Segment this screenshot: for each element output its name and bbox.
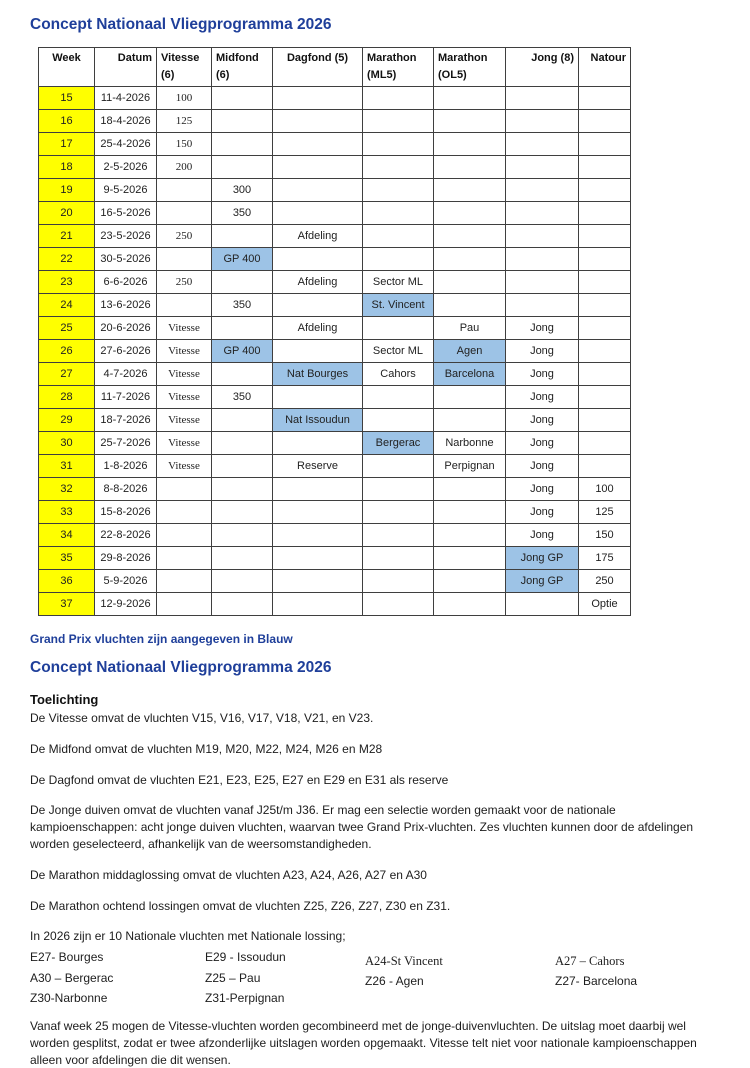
- jong-cell: Jong: [506, 363, 579, 386]
- marathon-ol5-cell: [434, 501, 506, 524]
- dagfond-cell: [273, 179, 363, 202]
- national-flight-column: [555, 950, 723, 1012]
- jong-cell: Jong: [506, 386, 579, 409]
- natour-cell: [579, 340, 631, 363]
- marathon-ol5-cell: [434, 593, 506, 616]
- natour-cell: 100: [579, 478, 631, 501]
- midfond-cell: 300: [212, 179, 273, 202]
- national-flights-intro: In 2026 zijn er 10 Nationale vluchten met Nationale lossing;: [30, 929, 346, 944]
- midfond-cell: [212, 455, 273, 478]
- column-header: Jong (8): [506, 48, 579, 87]
- natour-cell: [579, 317, 631, 340]
- marathon-ml5-cell: [363, 455, 434, 478]
- paragraph-marathon-ochtend: De Marathon ochtend lossingen omvat de vluchten Z25, Z26, Z27, Z30 en Z31.: [30, 898, 451, 913]
- datum-cell: 15-8-2026: [95, 501, 157, 524]
- natour-cell: [579, 455, 631, 478]
- marathon-ol5-cell: Pau: [434, 317, 506, 340]
- vitesse-cell: [157, 179, 212, 202]
- datum-cell: 18-7-2026: [95, 409, 157, 432]
- column-header: Datum: [95, 48, 157, 87]
- dagfond-cell: [273, 110, 363, 133]
- datum-cell: 9-5-2026: [95, 179, 157, 202]
- dagfond-cell: [273, 386, 363, 409]
- natour-cell: [579, 271, 631, 294]
- jong-cell: Jong: [506, 409, 579, 432]
- dagfond-cell: Afdeling: [273, 271, 363, 294]
- table-row: [39, 409, 631, 432]
- dagfond-cell: Nat Issoudun: [273, 409, 363, 432]
- midfond-cell: [212, 133, 273, 156]
- column-header: Midfond (6): [212, 48, 273, 87]
- marathon-ml5-cell: [363, 593, 434, 616]
- vitesse-cell: Vitesse: [157, 455, 212, 478]
- jong-cell: [506, 202, 579, 225]
- table-head-row: [39, 48, 631, 87]
- natour-cell: Optie: [579, 593, 631, 616]
- week-cell: 16: [39, 110, 95, 133]
- datum-cell: 25-7-2026: [95, 432, 157, 455]
- vitesse-cell: 250: [157, 271, 212, 294]
- marathon-ml5-cell: Sector ML: [363, 340, 434, 363]
- week-cell: 28: [39, 386, 95, 409]
- datum-cell: 8-8-2026: [95, 478, 157, 501]
- national-flight-column: [205, 950, 365, 1012]
- marathon-ol5-cell: [434, 202, 506, 225]
- vitesse-cell: Vitesse: [157, 340, 212, 363]
- marathon-ml5-cell: [363, 248, 434, 271]
- week-cell: 20: [39, 202, 95, 225]
- dagfond-cell: [273, 478, 363, 501]
- dagfond-cell: [273, 501, 363, 524]
- datum-cell: 11-4-2026: [95, 87, 157, 110]
- dagfond-cell: [273, 593, 363, 616]
- marathon-ol5-cell: Barcelona: [434, 363, 506, 386]
- closing-paragraph: Vanaf week 25 mogen de Vitesse-vluchten worden gecombineerd met de jonge-duivenvluchten. De uitslag moet daarbij wel worden gesplitst, zodat er twee afzonderlijke uitslagen worden opgemaakt. Vitesse telt niet voor nationale kampioenschappen alleen voor afdelingen die dit wensen.: [30, 1018, 697, 1067]
- column-header: Marathon (ML5): [363, 48, 434, 87]
- jong-cell: [506, 133, 579, 156]
- marathon-ol5-cell: Narbonne: [434, 432, 506, 455]
- week-cell: 26: [39, 340, 95, 363]
- vitesse-cell: [157, 593, 212, 616]
- natour-cell: [579, 156, 631, 179]
- vitesse-cell: [157, 570, 212, 593]
- datum-cell: 13-6-2026: [95, 294, 157, 317]
- marathon-ol5-cell: [434, 133, 506, 156]
- vitesse-cell: [157, 547, 212, 570]
- vitesse-cell: [157, 202, 212, 225]
- grand-prix-note: Grand Prix vluchten zijn aangegeven in Blauw: [30, 632, 293, 646]
- natour-cell: 175: [579, 547, 631, 570]
- midfond-cell: [212, 501, 273, 524]
- jong-cell: Jong GP: [506, 547, 579, 570]
- jong-cell: Jong GP: [506, 570, 579, 593]
- jong-cell: [506, 156, 579, 179]
- national-flight-column: [365, 950, 555, 1012]
- table-row: [39, 432, 631, 455]
- table-body: [39, 87, 631, 616]
- week-cell: 23: [39, 271, 95, 294]
- midfond-cell: GP 400: [212, 248, 273, 271]
- marathon-ml5-cell: [363, 386, 434, 409]
- table-row: [39, 133, 631, 156]
- natour-cell: [579, 294, 631, 317]
- dagfond-cell: Nat Bourges: [273, 363, 363, 386]
- paragraph-dagfond: De Dagfond omvat de vluchten E21, E23, E25, E27 en E29 en E31 als reserve: [30, 772, 449, 787]
- week-cell: 15: [39, 87, 95, 110]
- table-row: [39, 225, 631, 248]
- vitesse-cell: 100: [157, 87, 212, 110]
- marathon-ol5-cell: [434, 547, 506, 570]
- natour-cell: [579, 87, 631, 110]
- paragraph-marathon-middag: De Marathon middaglossing omvat de vluchten A23, A24, A26, A27 en A30: [30, 867, 427, 882]
- vitesse-cell: 200: [157, 156, 212, 179]
- week-cell: 31: [39, 455, 95, 478]
- natour-cell: 150: [579, 524, 631, 547]
- marathon-ml5-cell: [363, 202, 434, 225]
- midfond-cell: 350: [212, 294, 273, 317]
- dagfond-cell: Reserve: [273, 455, 363, 478]
- paragraph-midfond: De Midfond omvat de vluchten M19, M20, M22, M24, M26 en M28: [30, 741, 383, 756]
- natour-cell: [579, 409, 631, 432]
- marathon-ml5-cell: Bergerac: [363, 432, 434, 455]
- table-row: [39, 248, 631, 271]
- natour-cell: [579, 363, 631, 386]
- datum-cell: 30-5-2026: [95, 248, 157, 271]
- datum-cell: 25-4-2026: [95, 133, 157, 156]
- vitesse-cell: 150: [157, 133, 212, 156]
- jong-cell: Jong: [506, 524, 579, 547]
- column-header: Natour: [579, 48, 631, 87]
- jong-cell: Jong: [506, 317, 579, 340]
- marathon-ol5-cell: [434, 478, 506, 501]
- dagfond-cell: [273, 248, 363, 271]
- marathon-ml5-cell: [363, 547, 434, 570]
- table-row: [39, 156, 631, 179]
- column-header: Dagfond (5): [273, 48, 363, 87]
- midfond-cell: 350: [212, 386, 273, 409]
- table-row: [39, 110, 631, 133]
- midfond-cell: [212, 478, 273, 501]
- marathon-ol5-cell: [434, 248, 506, 271]
- toelichting-heading: Toelichting: [30, 692, 99, 707]
- national-flight: A30 – Bergerac: [30, 970, 114, 985]
- natour-cell: [579, 133, 631, 156]
- midfond-cell: [212, 432, 273, 455]
- marathon-ol5-cell: [434, 570, 506, 593]
- midfond-cell: [212, 271, 273, 294]
- jong-cell: Jong: [506, 455, 579, 478]
- dagfond-cell: [273, 570, 363, 593]
- dagfond-cell: [273, 340, 363, 363]
- table-row: [39, 547, 631, 570]
- marathon-ml5-cell: [363, 409, 434, 432]
- datum-cell: 18-4-2026: [95, 110, 157, 133]
- table-row: [39, 386, 631, 409]
- marathon-ol5-cell: [434, 156, 506, 179]
- marathon-ol5-cell: [434, 110, 506, 133]
- natour-cell: 250: [579, 570, 631, 593]
- marathon-ol5-cell: [434, 87, 506, 110]
- marathon-ml5-cell: Sector ML: [363, 271, 434, 294]
- datum-cell: 29-8-2026: [95, 547, 157, 570]
- natour-cell: [579, 248, 631, 271]
- table-row: [39, 455, 631, 478]
- marathon-ol5-cell: [434, 524, 506, 547]
- explanation-text: [30, 710, 723, 1068]
- midfond-cell: [212, 593, 273, 616]
- jong-cell: [506, 294, 579, 317]
- marathon-ml5-cell: [363, 317, 434, 340]
- dagfond-cell: [273, 294, 363, 317]
- datum-cell: 27-6-2026: [95, 340, 157, 363]
- natour-cell: [579, 386, 631, 409]
- dagfond-cell: [273, 202, 363, 225]
- national-flight-column: [30, 950, 205, 1012]
- table-row: [39, 202, 631, 225]
- midfond-cell: 350: [212, 202, 273, 225]
- section-title: Concept Nationaal Vliegprogramma 2026: [30, 659, 332, 676]
- column-header: Marathon (OL5): [434, 48, 506, 87]
- marathon-ol5-cell: [434, 225, 506, 248]
- week-cell: 27: [39, 363, 95, 386]
- vitesse-cell: Vitesse: [157, 409, 212, 432]
- natour-cell: 125: [579, 501, 631, 524]
- week-cell: 22: [39, 248, 95, 271]
- national-flight: Z26 - Agen: [365, 974, 424, 989]
- vitesse-cell: [157, 478, 212, 501]
- vitesse-cell: [157, 501, 212, 524]
- paragraph-vitesse: De Vitesse omvat de vluchten V15, V16, V17, V18, V21, en V23.: [30, 711, 374, 725]
- national-flight: Z27- Barcelona: [555, 974, 638, 989]
- dagfond-cell: [273, 432, 363, 455]
- vitesse-cell: Vitesse: [157, 317, 212, 340]
- midfond-cell: [212, 547, 273, 570]
- midfond-cell: [212, 317, 273, 340]
- national-flight: A27 – Cahors: [555, 954, 625, 969]
- week-cell: 32: [39, 478, 95, 501]
- table-row: [39, 593, 631, 616]
- dagfond-cell: [273, 524, 363, 547]
- marathon-ol5-cell: [434, 294, 506, 317]
- datum-cell: 22-8-2026: [95, 524, 157, 547]
- table-row: [39, 271, 631, 294]
- midfond-cell: [212, 225, 273, 248]
- marathon-ml5-cell: [363, 570, 434, 593]
- natour-cell: [579, 432, 631, 455]
- datum-cell: 23-5-2026: [95, 225, 157, 248]
- datum-cell: 2-5-2026: [95, 156, 157, 179]
- natour-cell: [579, 179, 631, 202]
- dagfond-cell: [273, 156, 363, 179]
- vitesse-cell: [157, 248, 212, 271]
- national-flights-list: [30, 950, 723, 1012]
- national-flight: A24-St Vincent: [365, 954, 443, 969]
- marathon-ml5-cell: [363, 87, 434, 110]
- vitesse-cell: Vitesse: [157, 432, 212, 455]
- marathon-ol5-cell: Agen: [434, 340, 506, 363]
- dagfond-cell: Afdeling: [273, 317, 363, 340]
- datum-cell: 11-7-2026: [95, 386, 157, 409]
- dagfond-cell: [273, 87, 363, 110]
- national-flight: Z31-Perpignan: [205, 991, 285, 1006]
- week-cell: 37: [39, 593, 95, 616]
- marathon-ol5-cell: [434, 179, 506, 202]
- midfond-cell: [212, 409, 273, 432]
- natour-cell: [579, 202, 631, 225]
- dagfond-cell: [273, 547, 363, 570]
- marathon-ml5-cell: [363, 225, 434, 248]
- datum-cell: 6-6-2026: [95, 271, 157, 294]
- national-flight: E27- Bourges: [30, 950, 104, 965]
- midfond-cell: [212, 570, 273, 593]
- vitesse-cell: 250: [157, 225, 212, 248]
- table-row: [39, 294, 631, 317]
- week-cell: 17: [39, 133, 95, 156]
- table-row: [39, 179, 631, 202]
- datum-cell: 16-5-2026: [95, 202, 157, 225]
- jong-cell: [506, 271, 579, 294]
- week-cell: 21: [39, 225, 95, 248]
- vitesse-cell: 125: [157, 110, 212, 133]
- jong-cell: [506, 248, 579, 271]
- week-cell: 36: [39, 570, 95, 593]
- column-header: Week: [39, 48, 95, 87]
- jong-cell: Jong: [506, 432, 579, 455]
- marathon-ol5-cell: [434, 386, 506, 409]
- table-row: [39, 478, 631, 501]
- marathon-ol5-cell: [434, 271, 506, 294]
- natour-cell: [579, 110, 631, 133]
- marathon-ol5-cell: [434, 409, 506, 432]
- midfond-cell: [212, 87, 273, 110]
- vitesse-cell: Vitesse: [157, 363, 212, 386]
- midfond-cell: [212, 363, 273, 386]
- jong-cell: [506, 179, 579, 202]
- week-cell: 25: [39, 317, 95, 340]
- table-row: [39, 501, 631, 524]
- jong-cell: [506, 87, 579, 110]
- marathon-ml5-cell: [363, 179, 434, 202]
- midfond-cell: [212, 110, 273, 133]
- jong-cell: Jong: [506, 501, 579, 524]
- marathon-ml5-cell: St. Vincent: [363, 294, 434, 317]
- jong-cell: [506, 225, 579, 248]
- week-cell: 18: [39, 156, 95, 179]
- flight-program-table: [38, 47, 631, 616]
- vitesse-cell: [157, 524, 212, 547]
- table-row: [39, 524, 631, 547]
- datum-cell: 1-8-2026: [95, 455, 157, 478]
- marathon-ml5-cell: [363, 478, 434, 501]
- natour-cell: [579, 225, 631, 248]
- marathon-ml5-cell: [363, 524, 434, 547]
- table-row: [39, 363, 631, 386]
- marathon-ml5-cell: Cahors: [363, 363, 434, 386]
- jong-cell: Jong: [506, 478, 579, 501]
- week-cell: 24: [39, 294, 95, 317]
- week-cell: 33: [39, 501, 95, 524]
- jong-cell: [506, 593, 579, 616]
- national-flight: Z25 – Pau: [205, 970, 261, 985]
- midfond-cell: [212, 524, 273, 547]
- datum-cell: 12-9-2026: [95, 593, 157, 616]
- vitesse-cell: Vitesse: [157, 386, 212, 409]
- week-cell: 30: [39, 432, 95, 455]
- paragraph-jonge-duiven: De Jonge duiven omvat de vluchten vanaf J25t/m J36. Er mag een selectie worden gemaakt voor de nationale kampioenschappen: acht jonge duiven vluchten, waarvan twee Grand Prix-vluchten. Zes vluchten kunnen door de afdelingen worden geselecteerd, afhankelijk van de weersomstandigheden.: [30, 803, 694, 851]
- table-row: [39, 87, 631, 110]
- national-flight: Z30-Narbonne: [30, 991, 108, 1006]
- national-flight: E29 - Issoudun: [205, 950, 286, 965]
- week-cell: 29: [39, 409, 95, 432]
- marathon-ml5-cell: [363, 133, 434, 156]
- table-row: [39, 340, 631, 363]
- marathon-ol5-cell: Perpignan: [434, 455, 506, 478]
- datum-cell: 4-7-2026: [95, 363, 157, 386]
- week-cell: 34: [39, 524, 95, 547]
- midfond-cell: GP 400: [212, 340, 273, 363]
- column-header: Vitesse (6): [157, 48, 212, 87]
- midfond-cell: [212, 156, 273, 179]
- week-cell: 19: [39, 179, 95, 202]
- marathon-ml5-cell: [363, 110, 434, 133]
- jong-cell: Jong: [506, 340, 579, 363]
- datum-cell: 20-6-2026: [95, 317, 157, 340]
- marathon-ml5-cell: [363, 156, 434, 179]
- week-cell: 35: [39, 547, 95, 570]
- table-row: [39, 570, 631, 593]
- datum-cell: 5-9-2026: [95, 570, 157, 593]
- page-title: Concept Nationaal Vliegprogramma 2026: [30, 16, 332, 33]
- dagfond-cell: Afdeling: [273, 225, 363, 248]
- jong-cell: [506, 110, 579, 133]
- vitesse-cell: [157, 294, 212, 317]
- marathon-ml5-cell: [363, 501, 434, 524]
- table-row: [39, 317, 631, 340]
- dagfond-cell: [273, 133, 363, 156]
